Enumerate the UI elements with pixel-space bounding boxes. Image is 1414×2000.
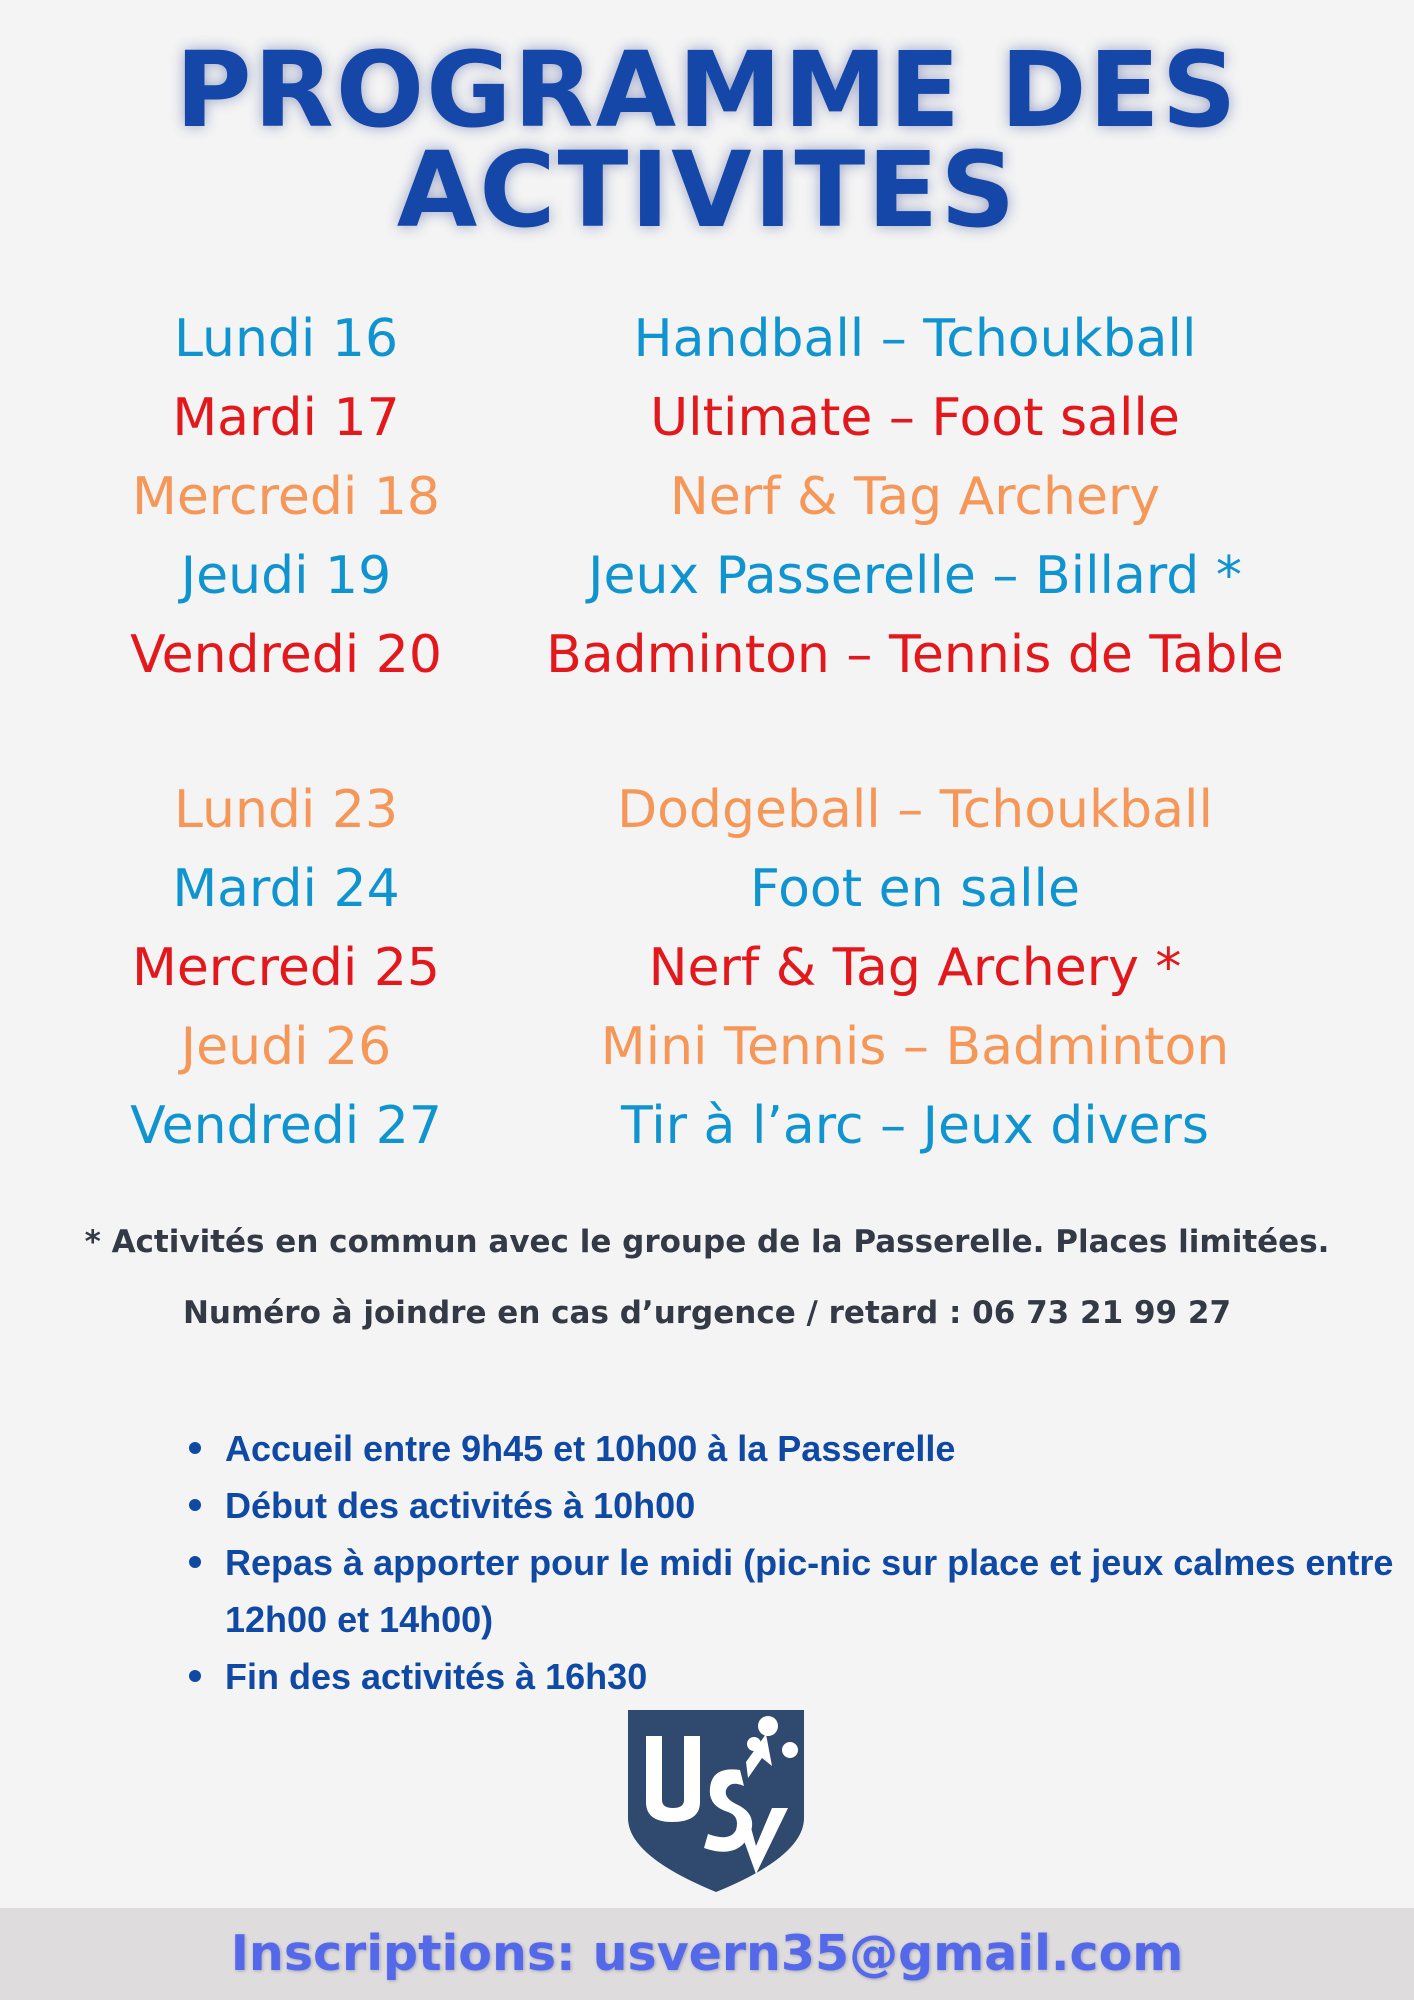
day-label: Vendredi 27 [130, 1096, 442, 1156]
bullet-icon [189, 1556, 201, 1568]
list-item-text: Fin des activités à 16h30 [225, 1656, 648, 1697]
day-label: Jeudi 26 [180, 1017, 392, 1077]
info-list [185, 1420, 1395, 1705]
schedule-row [0, 771, 1414, 849]
day-label: Mercredi 25 [131, 938, 441, 998]
activity-label: Badminton – Tennis de Table [546, 625, 1284, 685]
day-label: Mardi 24 [172, 859, 400, 919]
emergency-phone-note: Numéro à joindre en cas d’urgence / retard : 06 73 21 99 27 [182, 1295, 1232, 1331]
list-item [185, 1534, 1395, 1648]
schedule-row [0, 929, 1414, 1007]
activity-label: Tir à l’arc – Jeux divers [621, 1096, 1209, 1156]
activity-label: Handball – Tchoukball [633, 309, 1197, 369]
day-label: Vendredi 20 [130, 625, 442, 685]
activity-label: Nerf & Tag Archery [669, 467, 1161, 527]
list-item [185, 1420, 1395, 1477]
activity-label: Nerf & Tag Archery * [648, 938, 1182, 998]
schedule-row [0, 850, 1414, 928]
schedule-row [0, 1008, 1414, 1086]
list-item-text: Début des activités à 10h00 [225, 1485, 696, 1526]
page-title-line-1: PROGRAMME DES [175, 29, 1239, 151]
schedule-row [0, 1087, 1414, 1165]
footer-bar [0, 1908, 1414, 2000]
activity-label: Mini Tennis – Badminton [600, 1017, 1230, 1077]
usv-shield-logo [622, 1706, 810, 1894]
day-label: Jeudi 19 [180, 546, 392, 606]
schedule-row [0, 458, 1414, 536]
list-item [185, 1477, 1395, 1534]
schedule-row [0, 616, 1414, 694]
activity-label: Jeux Passerelle – Billard * [588, 546, 1242, 606]
day-label: Mercredi 18 [131, 467, 441, 527]
list-item [185, 1648, 1395, 1705]
activity-label: Ultimate – Foot salle [650, 388, 1180, 448]
activity-label: Dodgeball – Tchoukball [617, 780, 1213, 840]
page-title [0, 29, 1414, 251]
day-label: Mardi 17 [172, 388, 400, 448]
day-label: Lundi 16 [173, 309, 399, 369]
bullet-icon [189, 1499, 201, 1511]
page-title-line-2: ACTIVITES [396, 129, 1018, 251]
bullet-icon [189, 1442, 201, 1454]
list-item-text: Repas à apporter pour le midi (pic-nic sur place et jeux calmes entre 12h00 et 14h00) [225, 1542, 1394, 1640]
list-item-text: Accueil entre 9h45 et 10h00 à la Passerelle [225, 1428, 956, 1469]
day-label: Lundi 23 [173, 780, 399, 840]
schedule-row [0, 537, 1414, 615]
asterisk-note: * Activités en commun avec le groupe de la Passerelle. Places limitées. [84, 1224, 1330, 1260]
activity-label: Foot en salle [750, 859, 1080, 919]
bullet-icon [189, 1670, 201, 1682]
schedule-row [0, 379, 1414, 457]
schedule-row [0, 300, 1414, 378]
registration-email: Inscriptions: usvern35@gmail.com [230, 1925, 1184, 1982]
